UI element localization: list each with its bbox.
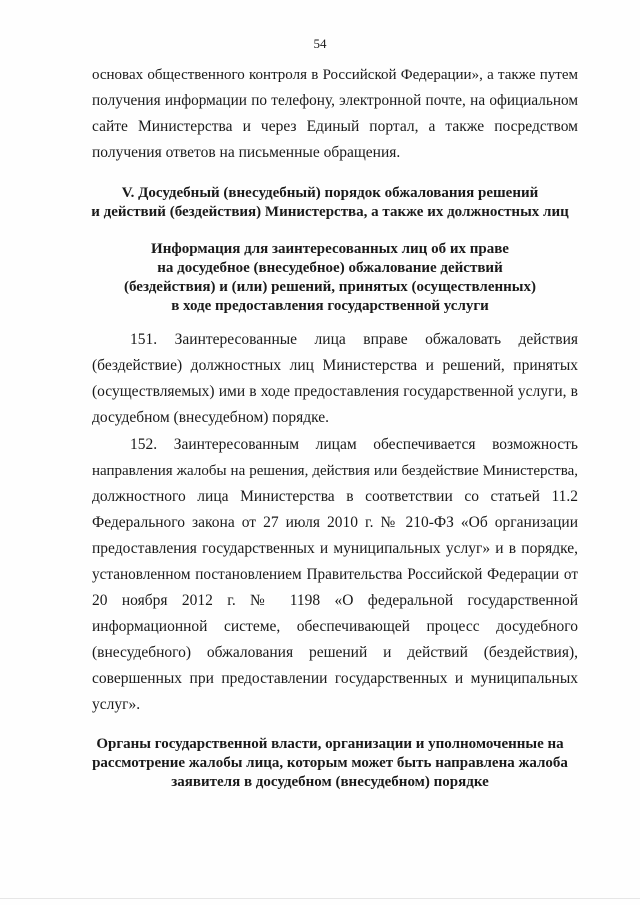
- heading-line: и действий (бездействия) Министерства, а также их должностных лиц: [91, 204, 569, 220]
- heading-line: Органы государственной власти, организации и уполномоченные на: [96, 736, 564, 752]
- heading-line: в ходе предоставления государственной услуги: [171, 298, 489, 314]
- heading-line: заявителя в досудебном (внесудебном) порядке: [171, 774, 489, 790]
- page-number: 54: [313, 36, 327, 51]
- intro-paragraph: [92, 62, 578, 166]
- text-line: (бездействие) должностных лиц Министерства и решений, принятых: [92, 357, 578, 374]
- paragraph-152: [92, 432, 578, 718]
- subheading-information: [60, 240, 600, 316]
- section-heading: [60, 184, 600, 222]
- text-line: сайте Министерства и через Единый портал, а также посредством: [92, 118, 578, 135]
- text-line: совершенных при предоставлении государственных и муниципальных: [92, 670, 578, 687]
- subheading-authorities: [60, 735, 600, 792]
- heading-line: V. Досудебный (внесудебный) порядок обжалования решений: [121, 185, 539, 201]
- text-line: основах общественного контроля в Российской Федерации», а также путем: [92, 67, 578, 83]
- text-line: предоставления государственных и муниципальных услуг» и в порядке,: [92, 540, 578, 557]
- text-line: получения ответов на письменные обращения.: [92, 144, 401, 161]
- heading-line: на досудебное (внесудебное) обжалование действий: [157, 260, 503, 276]
- text-line: 151. Заинтересованные лица вправе обжаловать действия: [130, 331, 578, 348]
- scan-edge-line: [0, 898, 640, 899]
- text-line: (осуществляемых) ими в ходе предоставления государственной услуги, в: [92, 383, 578, 400]
- heading-line: рассмотрение жалобы лица, которым может быть направлена жалоба: [92, 755, 568, 771]
- heading-line: Информация для заинтересованных лиц об их праве: [151, 241, 509, 257]
- text-line: должностного лица Министерства в соответствии со статьей 11.2: [92, 488, 578, 505]
- paragraph-151: [92, 327, 578, 431]
- text-line: 152. Заинтересованным лицам обеспечивается возможность: [130, 436, 578, 453]
- heading-line: (бездействия) и (или) решений, принятых (осуществленных): [124, 279, 536, 295]
- text-line: Федерального закона от 27 июля 2010 г. № 210-ФЗ «Об организации: [92, 514, 578, 531]
- text-line: информационной системе, обеспечивающей процесс досудебного: [92, 618, 578, 635]
- text-line: (внесудебного) обжалования решений и действий (бездействия),: [92, 644, 578, 661]
- text-line: досудебном (внесудебном) порядке.: [92, 409, 330, 426]
- text-line: установленном постановлением Правительства Российской Федерации от: [92, 566, 578, 583]
- text-line: 20 ноября 2012 г. № 1198 «О федеральной государственной: [92, 592, 578, 609]
- text-line: получения информации по телефону, электронной почте, на официальном: [92, 92, 578, 109]
- text-line: услуг».: [92, 696, 141, 713]
- text-line: направления жалобы на решения, действия или бездействие Министерства,: [92, 463, 578, 479]
